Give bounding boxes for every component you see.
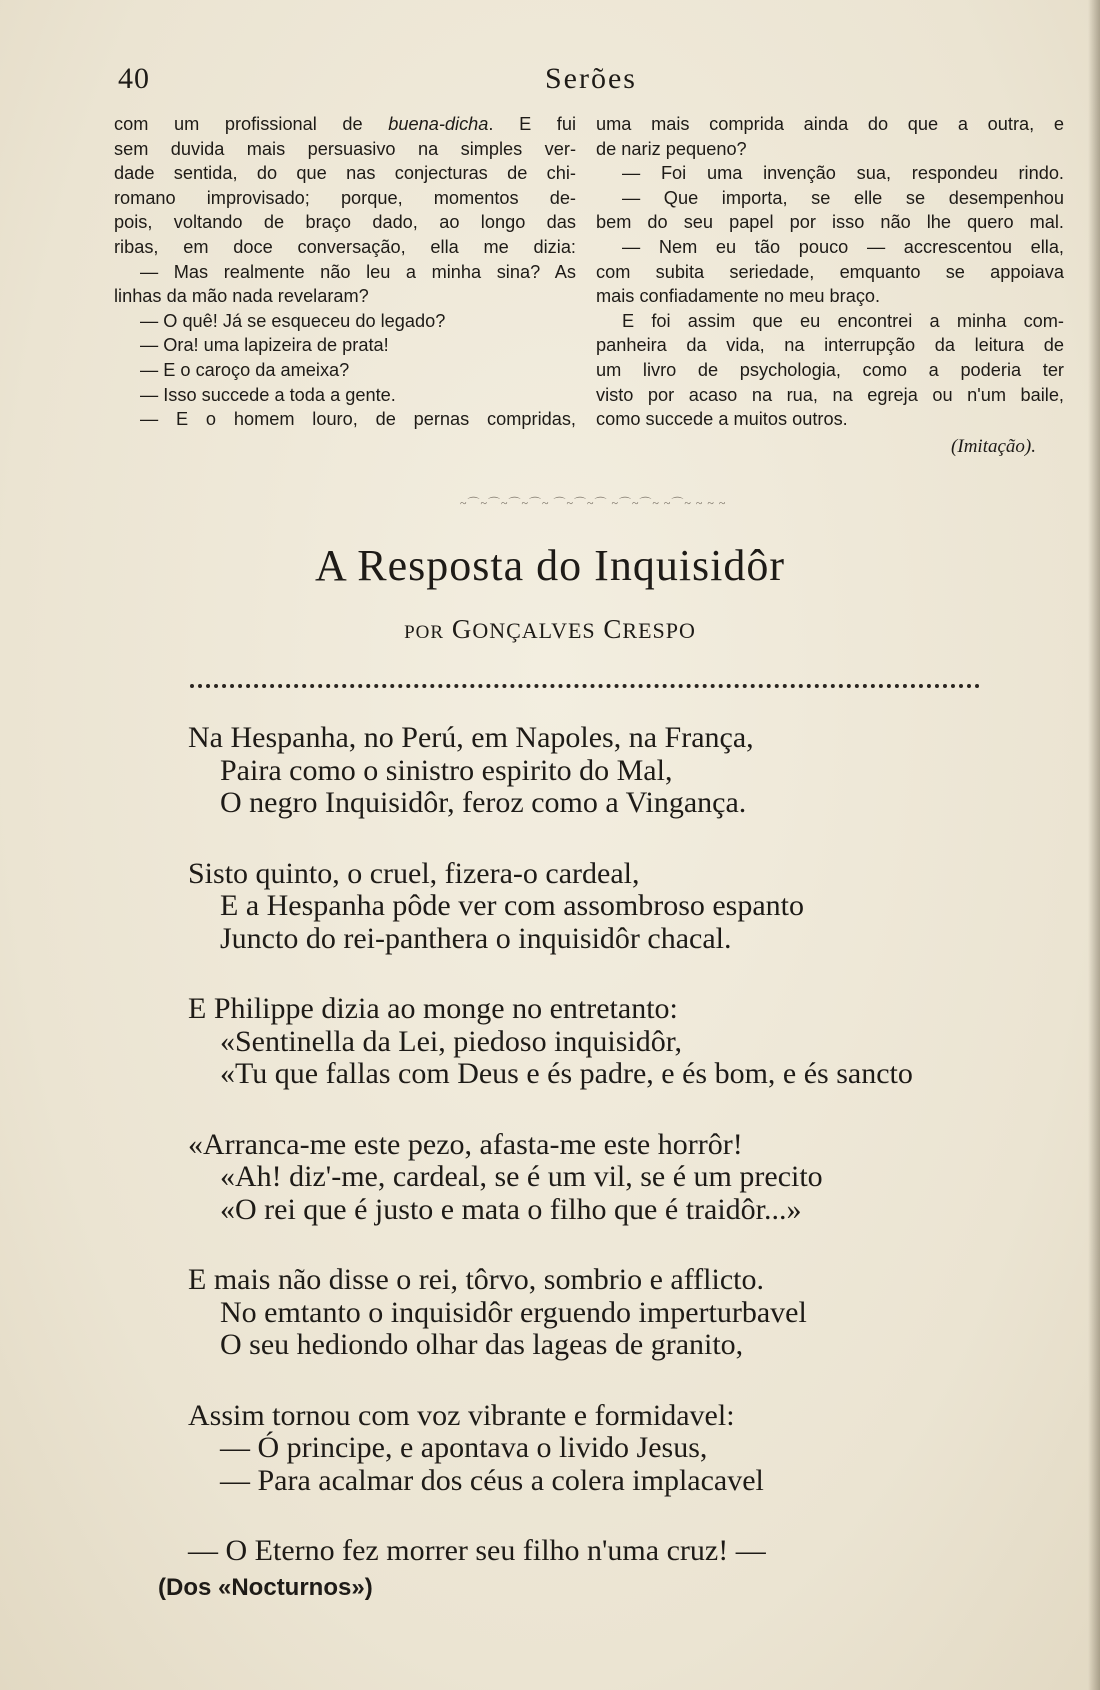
poem-verse: «Sentinella da Lei, piedoso inquisidôr, <box>220 1024 683 1058</box>
poem-stanza <box>188 722 1048 820</box>
poem-verse: «Arranca-me este pezo, afasta-me este horrôr! <box>188 1127 743 1161</box>
poem-verse: — Ó principe, e apontava o livido Jesus, <box>220 1431 708 1464</box>
poem-verse: O seu hediondo olhar das lageas de granito, <box>220 1328 744 1361</box>
page-edge-shadow <box>1088 0 1100 1690</box>
text-line: — Que importa, se elle se desempenhou <box>622 187 1064 208</box>
text-line: com subita seriedade, emquanto se appoiava <box>596 261 1064 282</box>
poem-verse: Sisto quinto, o cruel, fizera-o cardeal, <box>188 856 640 890</box>
text-line: panheira da vida, na interrupção da leitura de <box>596 335 1064 356</box>
text-line: linhas da mão nada revelaram? <box>114 286 369 307</box>
poem-verse: E mais não disse o rei, tôrvo, sombrio e afflicto. <box>188 1263 764 1296</box>
poem-verse: Assim tornou com voz vibrante e formidavel: <box>188 1398 735 1432</box>
poem-verse: E a Hespanha pôde ver com assombroso espanto <box>220 889 805 922</box>
text-line: E foi assim que eu encontrei a minha com- <box>622 310 1064 331</box>
left-text-column <box>114 112 576 432</box>
poem-verse: — O Eterno fez morrer seu filho n'uma cruz! — <box>188 1534 766 1567</box>
text-line: — Ora! uma lapizeira de prata! <box>140 335 389 356</box>
poem-verse: No emtanto o inquisidôr erguendo imperturbavel <box>220 1295 807 1329</box>
poem-author: POR GONÇALVES CRESPO <box>404 614 696 644</box>
text-line: — E o caroço da ameixa? <box>140 359 350 380</box>
poem-stanza <box>188 1400 1048 1498</box>
section-divider-ornament: ~⌒~⌒~⌒~⌒~ ⌒~⌒~⌒ ~⌒~⌒~ ~⌒~ ~ ~ ~ <box>460 496 727 506</box>
poem-verse: O negro Inquisidôr, feroz como a Vingança. <box>220 786 747 819</box>
text-line: romano improvisado; porque, momentos de- <box>114 187 576 208</box>
poem-source: (Dos «Nocturnos») <box>158 1574 373 1601</box>
text-line: uma mais comprida ainda do que a outra, e <box>596 114 1064 134</box>
text-line: ribas, em doce conversação, ella me dizia: <box>114 236 576 257</box>
text-line: com um profissional de buena-dicha. E fui <box>114 114 577 134</box>
poem-title: A Resposta do Inquisidôr <box>314 541 786 590</box>
poem-body <box>188 722 1048 1606</box>
text-line: — E o homem louro, de pernas compridas, <box>140 409 576 430</box>
text-line: — Foi uma invenção sua, respondeu rindo. <box>622 163 1064 184</box>
article-signature: (Imitação). <box>951 436 1036 457</box>
page-number: 40 <box>118 62 150 95</box>
poem-stanza <box>188 993 1048 1091</box>
journal-title: Serões <box>545 62 637 95</box>
text-line: — O quê! Já se esqueceu do legado? <box>140 310 446 331</box>
text-line: — Nem eu tão pouco — accrescentou ella, <box>622 236 1064 257</box>
poem-verse: — Para acalmar dos céus a colera implacavel <box>220 1463 764 1497</box>
dotted-separator <box>190 684 980 688</box>
page-header <box>118 62 1064 106</box>
text-line: pois, voltando de braço dado, ao longo das <box>114 212 576 233</box>
poem-verse: Paira como o sinistro espirito do Mal, <box>220 753 673 787</box>
text-line: de nariz pequeno? <box>596 138 747 159</box>
poem-stanza <box>188 858 1048 956</box>
text-line: visto por acaso na rua, na egreja ou n'um baile, <box>596 384 1064 405</box>
poem-stanza <box>188 1535 1048 1568</box>
text-line: dade sentida, do que nas conjecturas de chi- <box>114 163 576 184</box>
text-line: um livro de psychologia, como a poderia ter <box>596 359 1064 380</box>
poem-verse: E Philippe dizia ao monge no entretanto: <box>188 992 678 1025</box>
poem-stanza <box>188 1264 1048 1362</box>
text-line: sem duvida mais persuasivo na simples ver- <box>114 138 576 159</box>
text-line: como succede a muitos outros. <box>596 409 848 430</box>
poem-verse: Na Hespanha, no Perú, em Napoles, na França, <box>188 721 754 754</box>
text-line: — Isso succede a toda a gente. <box>140 384 396 405</box>
poem-verse: Juncto do rei-panthera o inquisidôr chacal. <box>220 921 732 955</box>
poem-stanza <box>188 1129 1048 1227</box>
poem-verse: «Tu que fallas com Deus e és padre, e és bom, e és sancto <box>220 1057 913 1090</box>
text-line: bem do seu papel por isso não lhe quero mal. <box>596 212 1064 233</box>
right-text-column <box>596 112 1064 432</box>
poem-verse: «Ah! diz'-me, cardeal, se é um vil, se é um precito <box>220 1160 823 1193</box>
text-line: — Mas realmente não leu a minha sina? As <box>140 261 576 282</box>
text-line: mais confiadamente no meu braço. <box>596 286 881 307</box>
poem-verse: «O rei que é justo e mata o filho que é traidôr...» <box>220 1192 802 1226</box>
